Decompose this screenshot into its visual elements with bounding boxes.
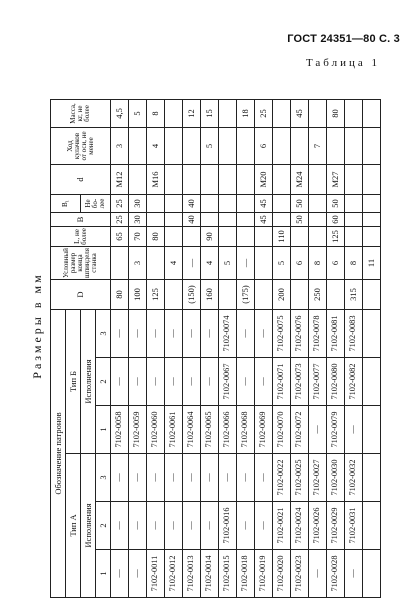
cell-b2: 7102-0073 xyxy=(291,358,309,406)
cell-mass xyxy=(345,99,363,127)
cell-a3 xyxy=(363,454,381,502)
cell-L: 125 xyxy=(327,226,345,246)
cell-b3 xyxy=(363,310,381,358)
cell-a3: — xyxy=(111,454,129,502)
cell-d xyxy=(183,164,201,194)
cell-a1: 7102-0012 xyxy=(165,550,183,598)
cell-d: M12 xyxy=(111,164,129,194)
table-row xyxy=(327,99,345,597)
cell-cone xyxy=(111,246,129,279)
cell-b1: 7102-0064 xyxy=(183,406,201,454)
cell-D xyxy=(219,280,237,310)
cell-a3: 7102-0022 xyxy=(273,454,291,502)
cell-a2: 7102-0031 xyxy=(345,502,363,550)
cell-a2: — xyxy=(183,502,201,550)
cell-b1: 7102-0060 xyxy=(147,406,165,454)
cell-b3: 7102-0081 xyxy=(327,310,345,358)
cell-B1: 40 xyxy=(183,194,201,212)
cell-a2: 7102-0016 xyxy=(219,502,237,550)
cell-b2: — xyxy=(183,358,201,406)
cell-a3: — xyxy=(201,454,219,502)
cell-B1 xyxy=(201,194,219,212)
cell-a3: 7102-0027 xyxy=(309,454,327,502)
cell-B: 30 xyxy=(129,212,147,226)
cell-a2: — xyxy=(129,502,147,550)
cell-a3: — xyxy=(165,454,183,502)
table-row xyxy=(309,99,327,597)
type-a-version-3: 3 xyxy=(96,454,111,502)
cell-D: 250 xyxy=(309,280,327,310)
cell-b2: 7102-0077 xyxy=(309,358,327,406)
cell-d xyxy=(201,164,219,194)
cell-B xyxy=(363,212,381,226)
cell-stroke xyxy=(165,127,183,164)
cell-a1: — xyxy=(309,550,327,598)
table-row xyxy=(237,99,255,597)
cell-L xyxy=(183,226,201,246)
cell-b2: 7102-0067 xyxy=(219,358,237,406)
cell-d xyxy=(363,164,381,194)
standard-page-header: ГОСТ 24351—80 С. 3 xyxy=(287,33,400,45)
cell-cone: 8 xyxy=(309,246,327,279)
type-a-versions-header: Исполнения xyxy=(81,454,96,598)
cell-a3: — xyxy=(255,454,273,502)
table-row xyxy=(147,99,165,597)
cell-D: (175) xyxy=(237,280,255,310)
table-row xyxy=(183,99,201,597)
cell-a1: 7102-0028 xyxy=(327,550,345,598)
cell-cone: 3 xyxy=(129,246,147,279)
cell-B1: 50 xyxy=(291,194,309,212)
cell-a2: 7102-0029 xyxy=(327,502,345,550)
cell-mass: 80 xyxy=(327,99,345,127)
cell-mass: 12 xyxy=(183,99,201,127)
cell-B xyxy=(273,212,291,226)
cell-a2: — xyxy=(165,502,183,550)
cell-b2: — xyxy=(165,358,183,406)
cell-b2: 7102-0082 xyxy=(345,358,363,406)
cell-d xyxy=(219,164,237,194)
cell-L xyxy=(363,226,381,246)
cell-b2: — xyxy=(201,358,219,406)
col-header-B1: B₁ xyxy=(51,194,81,212)
cell-a2: 7102-0026 xyxy=(309,502,327,550)
cell-D: 200 xyxy=(273,280,291,310)
cell-L xyxy=(255,226,273,246)
cell-B1 xyxy=(273,194,291,212)
cell-b3: — xyxy=(237,310,255,358)
cell-b1: 7102-0070 xyxy=(273,406,291,454)
table-row xyxy=(273,99,291,597)
cell-b1: 7102-0058 xyxy=(111,406,129,454)
cell-a1: — xyxy=(129,550,147,598)
cell-mass xyxy=(273,99,291,127)
cell-a3: — xyxy=(129,454,147,502)
cell-b2: — xyxy=(255,358,273,406)
cell-B1: 45 xyxy=(255,194,273,212)
cell-b2: 7102-0071 xyxy=(273,358,291,406)
cell-b2: 7102-0080 xyxy=(327,358,345,406)
col-header-mass: Масса, кг, не более xyxy=(51,99,111,127)
cell-B: 50 xyxy=(291,212,309,226)
cell-d xyxy=(345,164,363,194)
cell-B xyxy=(219,212,237,226)
cell-B1 xyxy=(165,194,183,212)
cell-L: 80 xyxy=(147,226,165,246)
cell-a3: 7102-0025 xyxy=(291,454,309,502)
cell-stroke: 5 xyxy=(201,127,219,164)
col-header-B: B xyxy=(51,212,111,226)
cell-cone: 4 xyxy=(201,246,219,279)
cell-B1 xyxy=(345,194,363,212)
cell-B: 45 xyxy=(255,212,273,226)
cell-L xyxy=(237,226,255,246)
cell-b1 xyxy=(363,406,381,454)
col-header-jaw-stroke: Ход кулачков от оси, не менее xyxy=(51,127,111,164)
table-row xyxy=(165,99,183,597)
cell-d: M24 xyxy=(291,164,309,194)
cell-a2: — xyxy=(147,502,165,550)
cell-mass: 45 xyxy=(291,99,309,127)
cell-a2: — xyxy=(255,502,273,550)
cell-b1: 7102-0072 xyxy=(291,406,309,454)
cell-mass xyxy=(165,99,183,127)
cell-mass xyxy=(219,99,237,127)
cell-b3: — xyxy=(129,310,147,358)
cell-b2: — xyxy=(111,358,129,406)
cell-a2: — xyxy=(201,502,219,550)
cell-stroke: 6 xyxy=(255,127,273,164)
table-row xyxy=(201,99,219,597)
cell-cone: — xyxy=(237,246,255,279)
col-header-spindle-end: Условный размер конца шпинделя станка xyxy=(51,246,111,279)
cell-stroke: 7 xyxy=(309,127,327,164)
cell-D xyxy=(291,280,309,310)
cell-d xyxy=(165,164,183,194)
cell-b3: 7102-0076 xyxy=(291,310,309,358)
cell-stroke xyxy=(129,127,147,164)
cell-L: 90 xyxy=(201,226,219,246)
cell-mass xyxy=(309,99,327,127)
cell-a3: — xyxy=(219,454,237,502)
cell-b1: 7102-0065 xyxy=(201,406,219,454)
cell-cone: — xyxy=(183,246,201,279)
cell-B1 xyxy=(363,194,381,212)
cell-B1 xyxy=(309,194,327,212)
cell-L xyxy=(291,226,309,246)
cell-cone xyxy=(147,246,165,279)
cell-a2: 7102-0024 xyxy=(291,502,309,550)
type-a-version-2: 2 xyxy=(96,502,111,550)
cell-L: 65 xyxy=(111,226,129,246)
cell-B xyxy=(345,212,363,226)
cell-a1: 7102-0023 xyxy=(291,550,309,598)
cell-b3: — xyxy=(183,310,201,358)
table-row xyxy=(111,99,129,597)
cell-b3: 7102-0075 xyxy=(273,310,291,358)
table-number-label: Таблица 1 xyxy=(305,57,380,69)
cell-a2: — xyxy=(237,502,255,550)
cell-mass xyxy=(363,99,381,127)
cell-D: 315 xyxy=(345,280,363,310)
cell-D xyxy=(165,280,183,310)
cell-d: M27 xyxy=(327,164,345,194)
cell-stroke xyxy=(237,127,255,164)
type-b-version-2: 2 xyxy=(96,358,111,406)
cell-L xyxy=(165,226,183,246)
cell-B: 25 xyxy=(111,212,129,226)
cell-a2 xyxy=(363,502,381,550)
type-b-header: Тип Б xyxy=(66,310,81,454)
cell-stroke xyxy=(273,127,291,164)
cell-B1 xyxy=(237,194,255,212)
cell-cone: 5 xyxy=(219,246,237,279)
cell-stroke: 3 xyxy=(111,127,129,164)
cell-b1: 7102-0079 xyxy=(327,406,345,454)
cell-stroke xyxy=(363,127,381,164)
cell-L: 110 xyxy=(273,226,291,246)
cell-stroke xyxy=(219,127,237,164)
cell-a2: 7102-0021 xyxy=(273,502,291,550)
cell-b1: 7102-0061 xyxy=(165,406,183,454)
cell-mass: 4,5 xyxy=(111,99,129,127)
cell-stroke: 4 xyxy=(147,127,165,164)
cell-cone: 6 xyxy=(327,246,345,279)
cell-b3: — xyxy=(111,310,129,358)
cell-a3: 7102-0030 xyxy=(327,454,345,502)
table-row xyxy=(363,99,381,597)
cell-mass: 25 xyxy=(255,99,273,127)
type-b-version-3: 3 xyxy=(96,310,111,358)
cell-B1 xyxy=(147,194,165,212)
cell-b1: 7102-0066 xyxy=(219,406,237,454)
cell-D: 160 xyxy=(201,280,219,310)
col-header-D: D xyxy=(51,280,111,310)
cell-a1 xyxy=(363,550,381,598)
cell-B xyxy=(201,212,219,226)
cell-D: 125 xyxy=(147,280,165,310)
cell-b3: — xyxy=(147,310,165,358)
cell-b2: — xyxy=(129,358,147,406)
designation-group-header: Обозначение патронов xyxy=(51,310,66,598)
cell-L xyxy=(345,226,363,246)
cell-a3: 7102-0032 xyxy=(345,454,363,502)
cell-D xyxy=(363,280,381,310)
cell-d xyxy=(309,164,327,194)
col-header-L: L, не более xyxy=(51,226,111,246)
cell-B xyxy=(147,212,165,226)
table-row xyxy=(255,99,273,597)
cell-D: 80 xyxy=(111,280,129,310)
cell-d: M20 xyxy=(255,164,273,194)
cell-L xyxy=(309,226,327,246)
cell-a2: — xyxy=(111,502,129,550)
cell-a1: 7102-0014 xyxy=(201,550,219,598)
col-header-d: d xyxy=(51,164,111,194)
cell-a1: 7102-0019 xyxy=(255,550,273,598)
table-row xyxy=(291,99,309,597)
cell-stroke xyxy=(345,127,363,164)
cell-a1: 7102-0011 xyxy=(147,550,165,598)
cell-B xyxy=(237,212,255,226)
cell-cone: 6 xyxy=(291,246,309,279)
cell-B xyxy=(309,212,327,226)
rotated-table-sheet xyxy=(20,53,395,598)
cell-B1 xyxy=(219,194,237,212)
cell-B1: 50 xyxy=(327,194,345,212)
type-a-header: Тип А xyxy=(66,454,81,598)
cell-b3: — xyxy=(255,310,273,358)
cell-mass: 5 xyxy=(129,99,147,127)
cell-a1: 7102-0020 xyxy=(273,550,291,598)
dimensions-table xyxy=(50,99,381,598)
cell-cone: 4 xyxy=(165,246,183,279)
type-b-version-1: 1 xyxy=(96,406,111,454)
cell-cone: 5 xyxy=(273,246,291,279)
cell-cone xyxy=(255,246,273,279)
cell-b3: 7102-0074 xyxy=(219,310,237,358)
cell-b2: — xyxy=(147,358,165,406)
cell-B1: 25 xyxy=(111,194,129,212)
table-row xyxy=(129,99,147,597)
cell-b3: — xyxy=(165,310,183,358)
cell-a3: — xyxy=(237,454,255,502)
cell-L: 70 xyxy=(129,226,147,246)
type-b-versions-header: Исполнения xyxy=(81,310,96,454)
cell-L xyxy=(219,226,237,246)
cell-b1: — xyxy=(309,406,327,454)
cell-cone: 11 xyxy=(363,246,381,279)
cell-a1: 7102-0018 xyxy=(237,550,255,598)
cell-b3: 7102-0083 xyxy=(345,310,363,358)
cell-mass: 18 xyxy=(237,99,255,127)
table-row xyxy=(345,99,363,597)
cell-a3: — xyxy=(147,454,165,502)
cell-b3: — xyxy=(201,310,219,358)
cell-d xyxy=(237,164,255,194)
cell-B1: 30 xyxy=(129,194,147,212)
cell-stroke xyxy=(327,127,345,164)
cell-b2: — xyxy=(237,358,255,406)
col-header-B1-note: Не бо-лее xyxy=(81,194,111,212)
cell-b1: 7102-0059 xyxy=(129,406,147,454)
cell-b1: — xyxy=(345,406,363,454)
cell-D xyxy=(255,280,273,310)
cell-a3: — xyxy=(183,454,201,502)
cell-cone: 8 xyxy=(345,246,363,279)
cell-stroke xyxy=(183,127,201,164)
cell-a1: 7102-0015 xyxy=(219,550,237,598)
cell-B: 60 xyxy=(327,212,345,226)
cell-B xyxy=(165,212,183,226)
type-a-version-1: 1 xyxy=(96,550,111,598)
cell-d xyxy=(129,164,147,194)
sizes-caption: Размеры в мм xyxy=(30,272,44,379)
cell-mass: 15 xyxy=(201,99,219,127)
cell-b1: 7102-0069 xyxy=(255,406,273,454)
cell-b1: 7102-0068 xyxy=(237,406,255,454)
cell-D: (150) xyxy=(183,280,201,310)
cell-mass: 8 xyxy=(147,99,165,127)
cell-D: 100 xyxy=(129,280,147,310)
cell-B: 40 xyxy=(183,212,201,226)
cell-a1: — xyxy=(111,550,129,598)
cell-a1: — xyxy=(345,550,363,598)
table-row xyxy=(219,99,237,597)
cell-d: M16 xyxy=(147,164,165,194)
cell-b2 xyxy=(363,358,381,406)
cell-D xyxy=(327,280,345,310)
cell-d xyxy=(273,164,291,194)
cell-a1: 7102-0013 xyxy=(183,550,201,598)
cell-b3: 7102-0078 xyxy=(309,310,327,358)
cell-stroke xyxy=(291,127,309,164)
